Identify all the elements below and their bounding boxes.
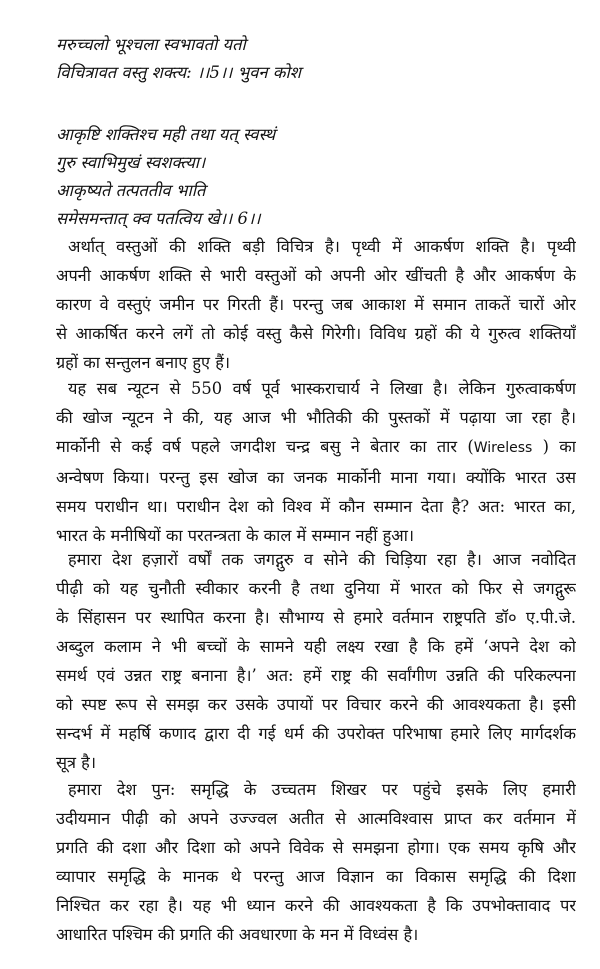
paragraph-newton-bose <box>56 374 576 550</box>
paragraph-line: अब्दुल कलाम ने भी बच्चों के सामने यही लक्ष्य रखा है कि हमें ‘अपने देश को <box>56 637 576 656</box>
paragraph-line: की खोज न्यूटन ने की, यह आज भी भौतिकी की पुस्तकों में पढ़ाया जा रहा है। <box>56 408 576 427</box>
line-text: ) का <box>542 437 576 456</box>
paragraph-line: अन्वेषण किया। परन्तु इस खोज का जनक मार्कोनी माना गया। क्योंकि भारत उस <box>56 468 576 487</box>
english-term: Wireless <box>473 440 533 456</box>
paragraph-line: आधारित पश्चिम की प्रगति की अवधारणा के मन में विध्वंस है। <box>56 925 419 944</box>
paragraph-line: हमारा देश हज़ारों वर्षों तक जगद्गुरु व सोने की चिड़िया रहा है। आज नवोदित <box>68 550 576 569</box>
paragraph-line: प्रगति की दशा और दिशा को अपने विवेक से समझना होगा। एक समय कृषि और <box>56 838 576 857</box>
paragraph-line: पीढ़ी को यह चुनौती स्वीकार करनी है तथा दुनिया में भारत को फिर से जगद्गुरू <box>56 579 576 598</box>
verse-line: विचित्रावत वस्तु शक्त्य: ।।5।। भुवन कोश <box>56 63 301 82</box>
paragraph-line: हमारा देश पुन: समृद्धि के उच्चतम शिखर पर पहुंचे इसके लिए हमारी <box>68 780 576 799</box>
paragraph-national-goal <box>56 545 576 777</box>
paragraph-line: अपनी आकर्षण शक्ति से भारी वस्तुओं को अपनी ओर खींचती है और आकर्षण के <box>56 266 576 285</box>
paragraph-line: ग्रहों का सन्तुलन बनाए हुए हैं। <box>56 353 231 372</box>
paragraph-line: के सिंहासन पर स्थापित करना है। सौभाग्य से हमारे वर्तमान राष्ट्रपति डॉ० ए.पी.जे. <box>56 608 576 627</box>
verse-line: समेसमन्तात् क्व पतत्विय खे।। 6।। <box>56 209 261 228</box>
paragraph-line: व्यापार समृद्धि के मानक थे परन्तु आज विज्ञान का विकास समृद्धि की दिशा <box>56 867 576 886</box>
paragraph-line: निश्चित कर रहा है। यह भी ध्यान करने की आवश्यकता है कि उपभोक्तावाद पर <box>56 896 576 915</box>
paragraph-line: समय पराधीन था। पराधीन देश को विश्व में कौन सम्मान देता है? अत: भारत का, <box>56 497 576 516</box>
paragraph-line: भारत के मनीषियों का परतन्त्रता के काल में सम्मान नहीं हुआ। <box>56 526 415 545</box>
paragraph-line: सूत्र है। <box>56 753 96 772</box>
paragraph-line: से आकर्षित करने लगें तो कोई वस्तु कैसे गिरेगी। विविध ग्रहों की ये गुरुत्व शक्तियाँ <box>56 324 576 343</box>
line-text: मार्कोनी से कई वर्ष पहले जगदीश चन्द्र बसु ने बेतार का तार ( <box>56 437 474 456</box>
paragraph-line <box>56 432 576 463</box>
verse-line: आकृष्यते तत्पततीव भाति <box>56 181 206 200</box>
sanskrit-verse-6 <box>56 121 275 233</box>
verse-line: मरुच्चलो भूश्चला स्वभावतो यतो <box>56 35 246 54</box>
paragraph-line: सन्दर्भ में महर्षि कणाद द्वारा दी गई धर्म की उपरोक्त परिभाषा हमारे लिए मार्गदर्शक <box>56 724 576 743</box>
paragraph-prosperity <box>56 775 576 949</box>
paragraph-line: समर्थ एवं उन्नत राष्ट्र बनाना है।’ अत: हमें राष्ट्र की सर्वांगीण उन्नति की परिकल्पना <box>56 666 576 685</box>
paragraph-line: यह सब न्यूटन से 550 वर्ष पूर्व भास्कराचार्य ने लिखा है। लेकिन गुरुत्वाकर्षण <box>68 379 576 398</box>
verse-line: आकृष्टि शक्तिश्च मही तथा यत् स्वस्थं <box>56 125 276 144</box>
paragraph-line: कारण वे वस्तुएं जमीन पर गिरती हैं। परन्तु जब आकाश में समान ताकतें चारों ओर <box>56 295 576 314</box>
sanskrit-verse-5 <box>56 31 301 87</box>
paragraph-gravity-explanation <box>56 232 576 377</box>
paragraph-line: अर्थात् वस्तुओं की शक्ति बड़ी विचित्र है। पृथ्वी में आकर्षण शक्ति है। पृथ्वी <box>68 237 576 256</box>
paragraph-line: को स्पष्ट रूप से समझ कर उसके उपायों पर विचार करने की आवश्यकता है। इसी <box>56 695 576 714</box>
paragraph-line: उदीयमान पीढ़ी को अपने उज्ज्वल अतीत से आत्मविश्वास प्राप्त कर वर्तमान में <box>56 809 576 828</box>
verse-line: गुरु स्वाभिमुखं स्वशक्त्या। <box>56 153 206 172</box>
